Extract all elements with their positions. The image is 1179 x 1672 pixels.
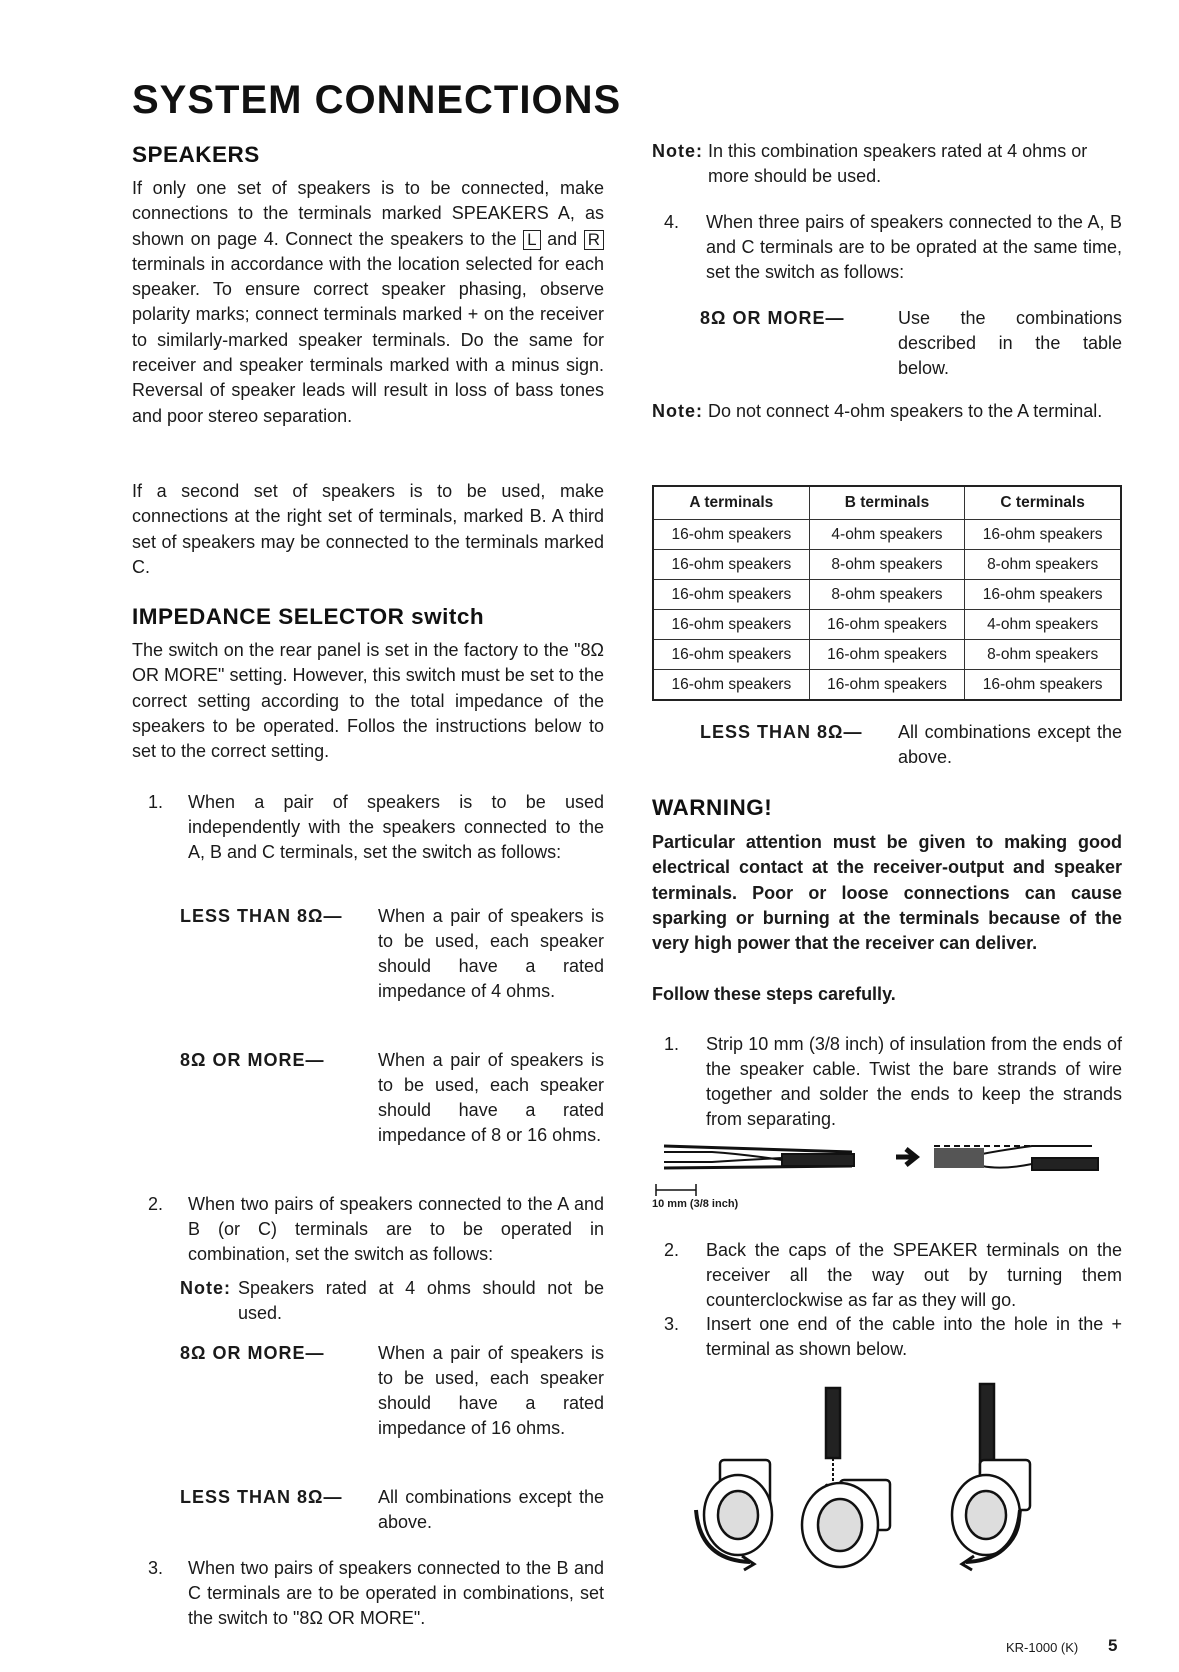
impedance-item-4: 4. When three pairs of speakers connected to the A, B and C terminals are to be oprated at the same time, set the switch as follows: <box>664 212 1122 282</box>
impedance-intro: The switch on the rear panel is set in the factory to the "8Ω OR MORE" setting. However, this switch must be set to the correct setting according to the total impedance of the speakers to be operated. Follos the instructions below to set to the correct setting. <box>132 640 604 762</box>
speakers-heading: SPEAKERS <box>132 142 260 167</box>
speakers-paragraph-2: If a second set of speakers is to be used, make connections at the right set of terminals, marked B. A third set of speakers may be connected to the terminals marked C. <box>132 481 604 577</box>
key-r: R <box>584 230 604 250</box>
impedance-heading: IMPEDANCE SELECTOR switch <box>132 604 485 629</box>
model-number: KR-1000 (K) <box>1006 1640 1079 1655</box>
page-number: 5 <box>1108 1636 1118 1655</box>
item3-note: Note: In this combination speakers rated at 4 ohms or more should be used. <box>652 141 1088 186</box>
table-row: 16-ohm speakers 16-ohm speakers 16-ohm speakers <box>653 670 1121 701</box>
cable-strip-illustration <box>652 1138 1122 1198</box>
table-row: 16-ohm speakers 16-ohm speakers 4-ohm speakers <box>653 610 1121 640</box>
terminal-combination-table <box>652 485 1122 701</box>
table-row: 16-ohm speakers 16-ohm speakers 8-ohm speakers <box>653 640 1121 670</box>
arrow-right-icon <box>896 1149 916 1165</box>
impedance-item-1: 1. When a pair of speakers is to be used independently with the speakers connected to the A, B and C terminals, set the switch as follows: <box>148 792 604 862</box>
terminal-cap-tightening-icon <box>952 1384 1030 1570</box>
warning-step-3: 3. Insert one end of the cable into the hole in the + terminal as shown below. <box>664 1314 1122 1359</box>
warning-body: Particular attention must be given to making good electrical contact at the receiver-output and speaker terminals. Poor or loose connections can cause sparking or burning at the terminals because of the very high power that the receiver can deliver. <box>652 832 1122 954</box>
cable-after-icon <box>934 1146 1098 1170</box>
table-header-c: C terminals <box>965 486 1121 520</box>
table-row: 16-ohm speakers 8-ohm speakers 8-ohm speakers <box>653 550 1121 580</box>
speakers-paragraph-1: If only one set of speakers is to be connected, make connections to the terminals marked SPEAKERS A, as shown on page 4. Connect the speakers to the L and R terminals in accordance with the location selected for each speaker. To ensure correct speaker phasing, observe polarity marks; connect terminals marked + on the receiver to similarly-marked speaker terminals. Do the same for receiver and speaker terminals marked with a minus sign. Reversal of speaker leads will result in loss of bass tones and poor stereo separation. <box>132 178 604 426</box>
table-header-a: A terminals <box>653 486 809 520</box>
warning-step-1: 1. Strip 10 mm (3/8 inch) of insulation from the ends of the speaker cable. Twist the bare strands of wire together and solder the ends to keep the strands from separating. <box>664 1034 1122 1129</box>
terminal-insertion-illustration <box>690 1380 1090 1580</box>
table-row: 16-ohm speakers 4-ohm speakers 16-ohm speakers <box>653 520 1121 550</box>
cable-insert-icon <box>802 1388 890 1567</box>
impedance-item-2: 2. When two pairs of speakers connected to the A and B (or C) terminals are to be operated in combination, set the switch as follows: <box>148 1194 604 1264</box>
cable-strip-caption: 10 mm (3/8 inch) <box>652 1198 739 1210</box>
terminal-cap-turning-icon <box>696 1460 772 1570</box>
warning-heading: WARNING! <box>652 795 773 820</box>
table-header-row <box>653 486 1121 520</box>
table-header-b: B terminals <box>809 486 965 520</box>
cable-before-icon <box>664 1146 854 1168</box>
item4-note: Note: Do not connect 4-ohm speakers to the A terminal. <box>652 401 1103 421</box>
key-l: L <box>523 230 540 250</box>
warning-step-2: 2. Back the caps of the SPEAKER terminals on the receiver all the way out by turning them counterclockwise as far as they will go. <box>664 1240 1122 1310</box>
page-title: SYSTEM CONNECTIONS <box>132 78 622 122</box>
impedance-item-3: 3. When two pairs of speakers connected to the B and C terminals are to be operated in combinations, set the switch to "8Ω OR MORE". <box>148 1558 604 1628</box>
warning-follow: Follow these steps carefully. <box>652 984 896 1004</box>
table-row: 16-ohm speakers 8-ohm speakers 16-ohm speakers <box>653 580 1121 610</box>
dimension-marker-icon <box>656 1184 696 1196</box>
